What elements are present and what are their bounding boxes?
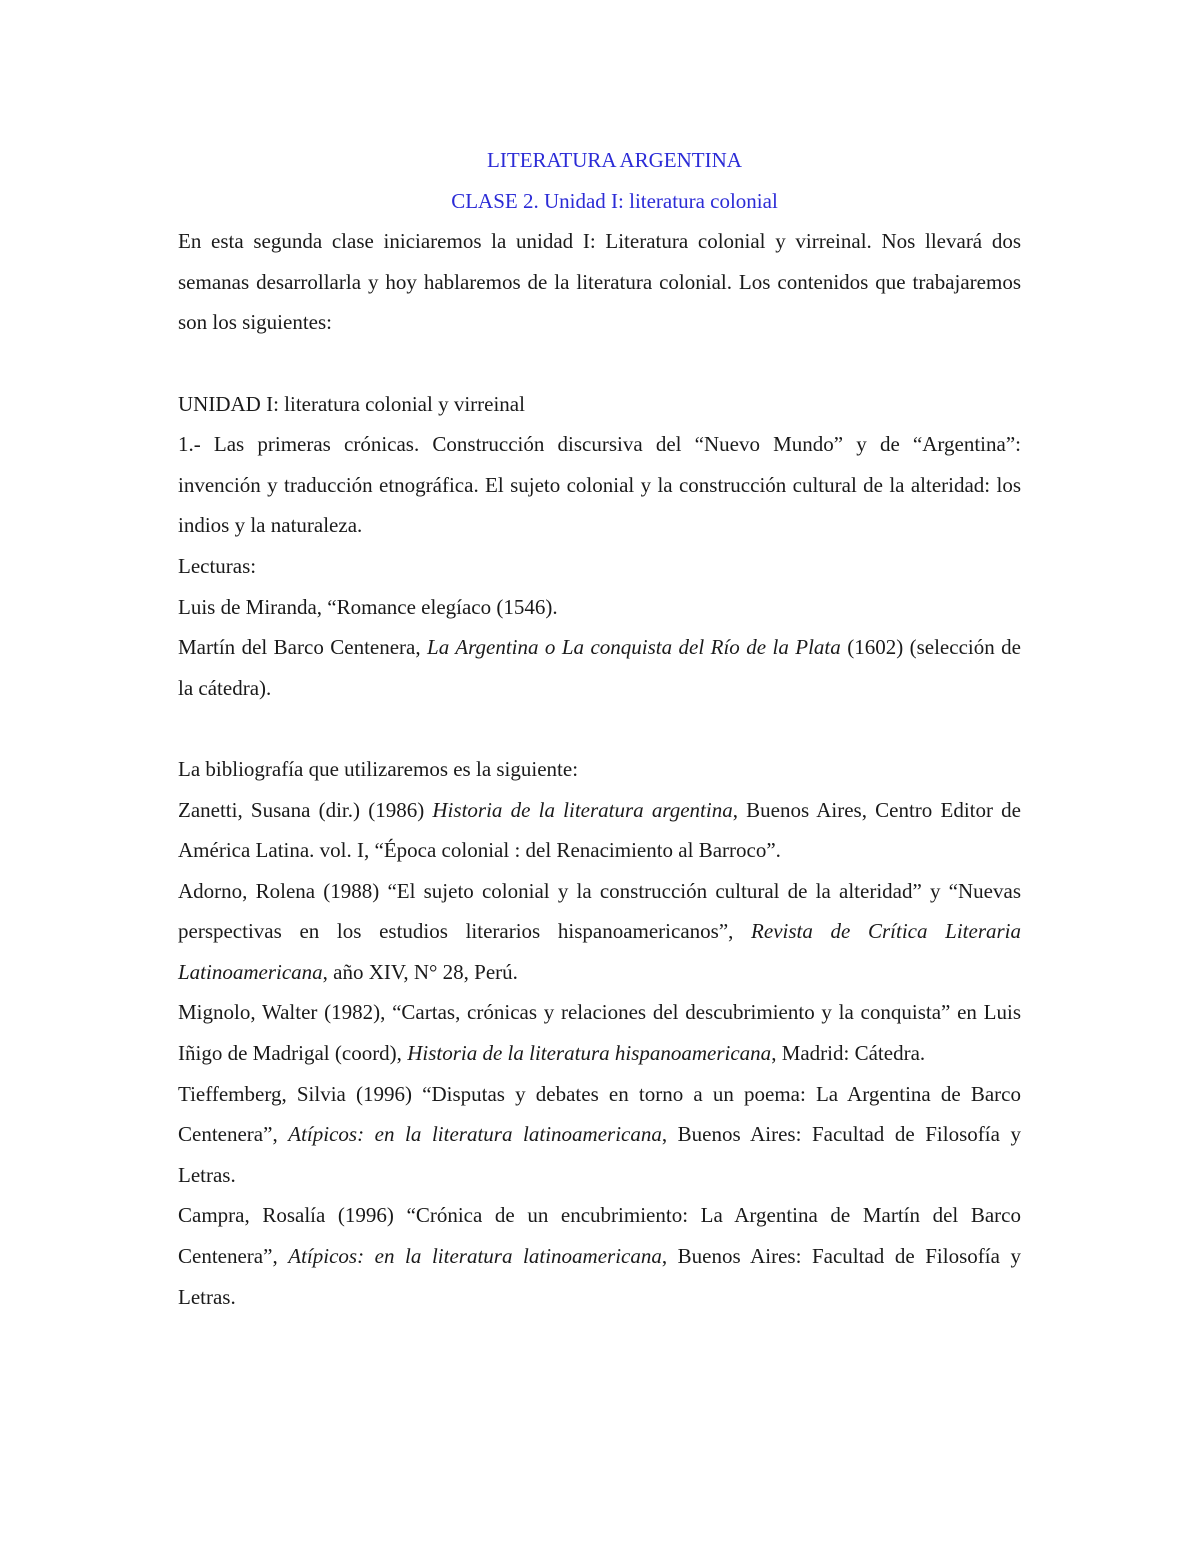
bibliography-entry <box>178 1195 1021 1317</box>
bibliography-entry <box>178 992 1021 1073</box>
intro-paragraph: En esta segunda clase iniciaremos la unidad I: Literatura colonial y virreinal. Nos llevará dos semanas desarrollarla y hoy hablaremos de la literatura colonial. Los contenidos que trabajaremos son los siguientes: <box>178 229 1021 335</box>
bibliography-entry-after: , Madrid: Cátedra. <box>771 1041 926 1066</box>
bibliography-entry-work-title: Revista de Crítica Literaria Latinoamericana <box>178 919 1021 984</box>
bibliography-entry <box>178 790 1021 871</box>
bibliography-heading: La bibliografía que utilizaremos es la siguiente: <box>178 756 579 781</box>
bibliography-entry-work-title: Atípicos: en la literatura latinoamericana <box>288 1244 662 1269</box>
document-page <box>178 140 1021 1317</box>
reading-2-details: (1602) (selección de la cátedra). <box>178 635 1021 700</box>
reading-2-work-title: La Argentina o La conquista del Río de la Plata <box>427 635 841 660</box>
reading-2 <box>178 627 1021 708</box>
unit-item-1: 1.- Las primeras crónicas. Construcción discursiva del “Nuevo Mundo” y de “Argentina”: invención y traducción etnográfica. El sujeto colonial y la construcción cultural de la alteridad: los indios y la naturaleza. <box>178 432 1021 538</box>
bibliography-entry-after: , Buenos Aires, Centro Editor de América Latina. vol. I, “Época colonial : del Renacimiento al Barroco”. <box>178 797 1022 863</box>
bibliography-entry-before: Campra, Rosalía (1996) “Crónica de un encubrimiento: La Argentina de Martín del Barco Centenera”, <box>178 1203 1021 1269</box>
unit-heading: UNIDAD I: literatura colonial y virreinal <box>178 391 525 416</box>
bibliography-entry <box>178 1074 1021 1196</box>
bibliography-entry-after: , Buenos Aires: Facultad de Filosofía y Letras. <box>178 1122 1021 1187</box>
reading-1: Luis de Miranda, “Romance elegíaco (1546). <box>178 594 558 619</box>
bibliography-entry-work-title: Atípicos: en la literatura latinoamericana <box>288 1122 662 1147</box>
reading-2-author: Martín del Barco Centenera, <box>178 635 428 660</box>
bibliography-entry-before: Zanetti, Susana (dir.) (1986) <box>178 797 433 822</box>
bibliography-entry-before: Adorno, Rolena (1988) “El sujeto colonial y la construcción cultural de la alteridad” y “Nuevas perspectivas en los estudios literarios hispanoamericanos”, <box>178 878 1021 944</box>
document-subtitle: CLASE 2. Unidad I: literatura colonial <box>451 188 778 213</box>
bibliography-entry-before: Tieffemberg, Silvia (1996) “Disputas y debates en torno a un poema: La Argentina de Barco Centenera”, <box>178 1081 1021 1147</box>
spacer <box>178 708 1021 749</box>
bibliography-entry-before: Mignolo, Walter (1982), “Cartas, crónicas y relaciones del descubrimiento y la conquista” en Luis Iñigo de Madrigal (coord), <box>178 1000 1021 1066</box>
spacer <box>178 343 1021 384</box>
bibliography-entry-after: , Buenos Aires: Facultad de Filosofía y Letras. <box>178 1244 1021 1309</box>
bibliography-entry <box>178 871 1021 993</box>
readings-label: Lecturas: <box>178 553 257 578</box>
document-title: LITERATURA ARGENTINA <box>487 148 742 172</box>
bibliography-entry-work-title: Historia de la literatura hispanoamericana <box>407 1041 772 1066</box>
bibliography-entry-work-title: Historia de la literatura argentina <box>432 797 733 822</box>
bibliography-entry-after: , año XIV, N° 28, Perú. <box>322 959 518 984</box>
